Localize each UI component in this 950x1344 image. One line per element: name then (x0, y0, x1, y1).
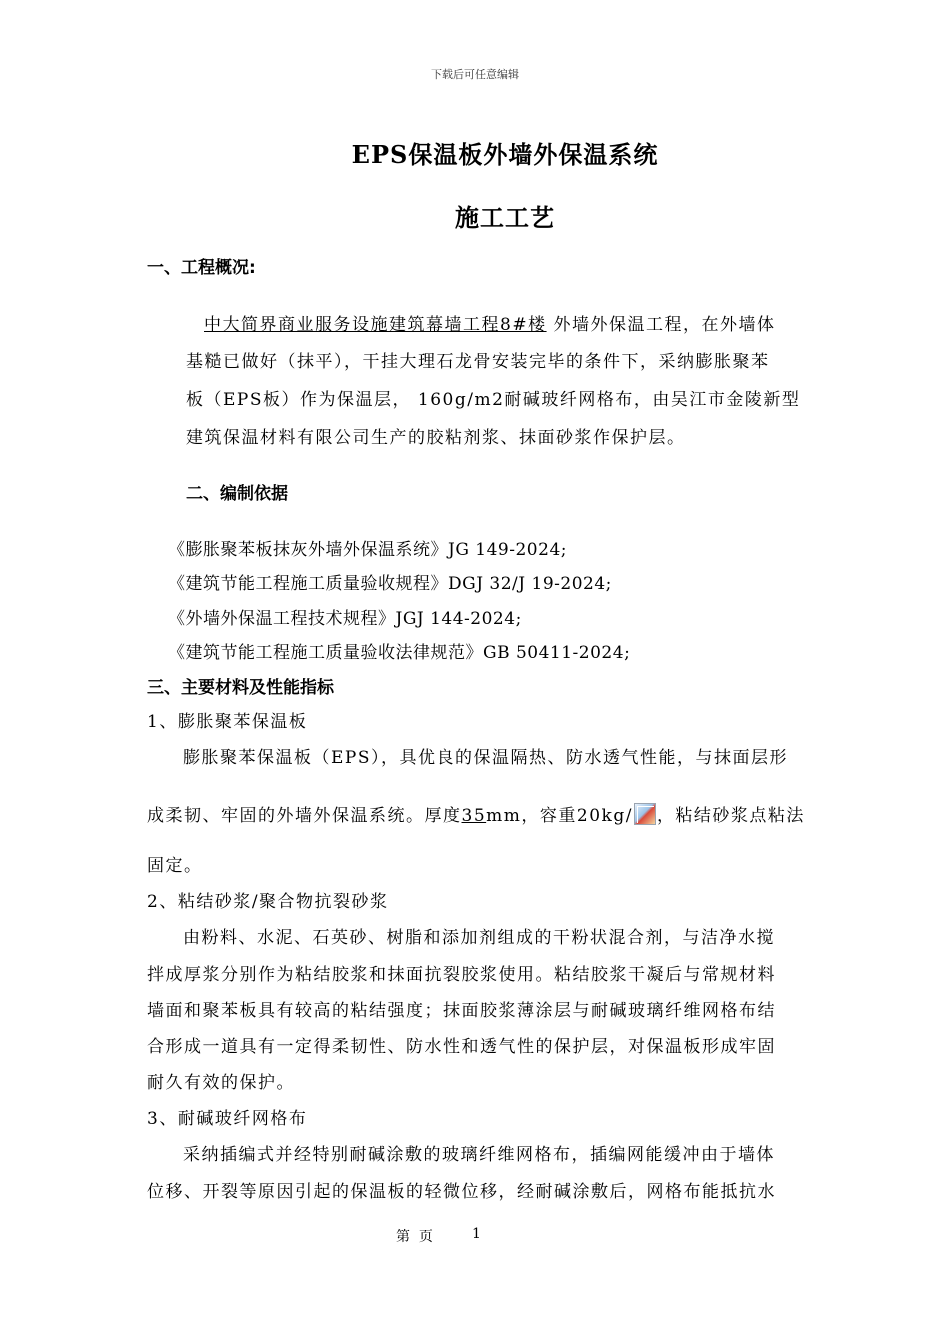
doc-title-line1: EPS保温板外墙外保温系统 (351, 140, 659, 169)
item3-title: 3、耐碱玻纤网格布 (147, 1109, 308, 1129)
item2-line: 由粉料、水泥、石英砂、树脂和添加剂组成的干粉状混合剂，与洁净水搅 (183, 928, 775, 948)
ref-item: 《建筑节能工程施工质量验收法律规范》GB 50411-2024; (168, 643, 631, 663)
ref-item: 《膨胀聚苯板抹灰外墙外保温系统》JG 149-2024; (168, 540, 567, 560)
page-header-note: 下载后可任意编辑 (431, 68, 519, 81)
thickness-value: 35 (461, 806, 487, 826)
item3-line: 采纳插编式并经特别耐碱涂敷的玻璃纤维网格布，插编网能缓冲由于墙体 (183, 1145, 775, 1165)
item1-line2-c: ，粘结砂浆点粘法 (656, 806, 805, 826)
item1-line2 (147, 801, 805, 826)
section2-heading: 二、编制依据 (186, 484, 288, 504)
item2-line: 合形成一道具有一定得柔韧性、防水性和透气性的保护层，对保温板形成牢固 (147, 1037, 776, 1057)
section1-line4: 建筑保温材料有限公司生产的胶粘剂浆、抹面砂浆作保护层。 (186, 428, 686, 448)
item1-line2-b: mm，容重20kg/ (486, 806, 633, 826)
doc-title-line2: 施工工艺 (455, 203, 555, 232)
item1-line2-a: 成柔韧、牢固的外墙外保温系统。厚度 (147, 806, 462, 826)
section1-heading: 一、工程概况: (147, 258, 256, 278)
section1-line3: 板（EPS板）作为保温层， 160g/m2耐碱玻纤网格布，由吴江市金陵新型 (186, 390, 801, 410)
item1-title: 1、膨胀聚苯保温板 (147, 712, 308, 732)
section1-line1 (186, 310, 775, 335)
item2-line: 拌成厚浆分别作为粘结胶浆和抹面抗裂胶浆使用。粘结胶浆干凝后与常规材料 (147, 965, 776, 985)
section3-heading: 三、主要材料及性能指标 (147, 678, 334, 698)
footer-page-number: 1 (472, 1226, 481, 1242)
item2-title: 2、粘结砂浆/聚合物抗裂砂浆 (147, 892, 389, 912)
footer-page-label: 第 页 (396, 1229, 433, 1245)
ref-item: 《建筑节能工程施工质量验收规程》DGJ 32/J 19-2024; (168, 574, 612, 594)
section1-line2: 基糙已做好（抹平），干挂大理石龙骨安装完毕的条件下，采纳膨胀聚苯 (186, 352, 770, 372)
item2-line: 耐久有效的保护。 (147, 1073, 295, 1093)
item2-line: 墙面和聚苯板具有较高的粘结强度；抹面胶浆薄涂层与耐碱玻璃纤维网格布结 (147, 1001, 776, 1021)
item3-line: 位移、开裂等原因引起的保温板的轻微位移，经耐碱涂敷后，网格布能抵抗水 (147, 1182, 776, 1202)
broken-image-icon (634, 803, 656, 825)
item1-line3: 固定。 (147, 856, 203, 876)
section1-line1-rest: 外墙外保温工程，在外墙体 (553, 315, 776, 335)
item1-line1: 膨胀聚苯保温板（EPS），具优良的保温隔热、防水透气性能，与抹面层形 (183, 748, 788, 768)
project-name: 中大简界商业服务设施建筑幕墙工程8#楼 (204, 315, 547, 335)
ref-item: 《外墙外保温工程技术规程》JGJ 144-2024; (168, 609, 522, 629)
